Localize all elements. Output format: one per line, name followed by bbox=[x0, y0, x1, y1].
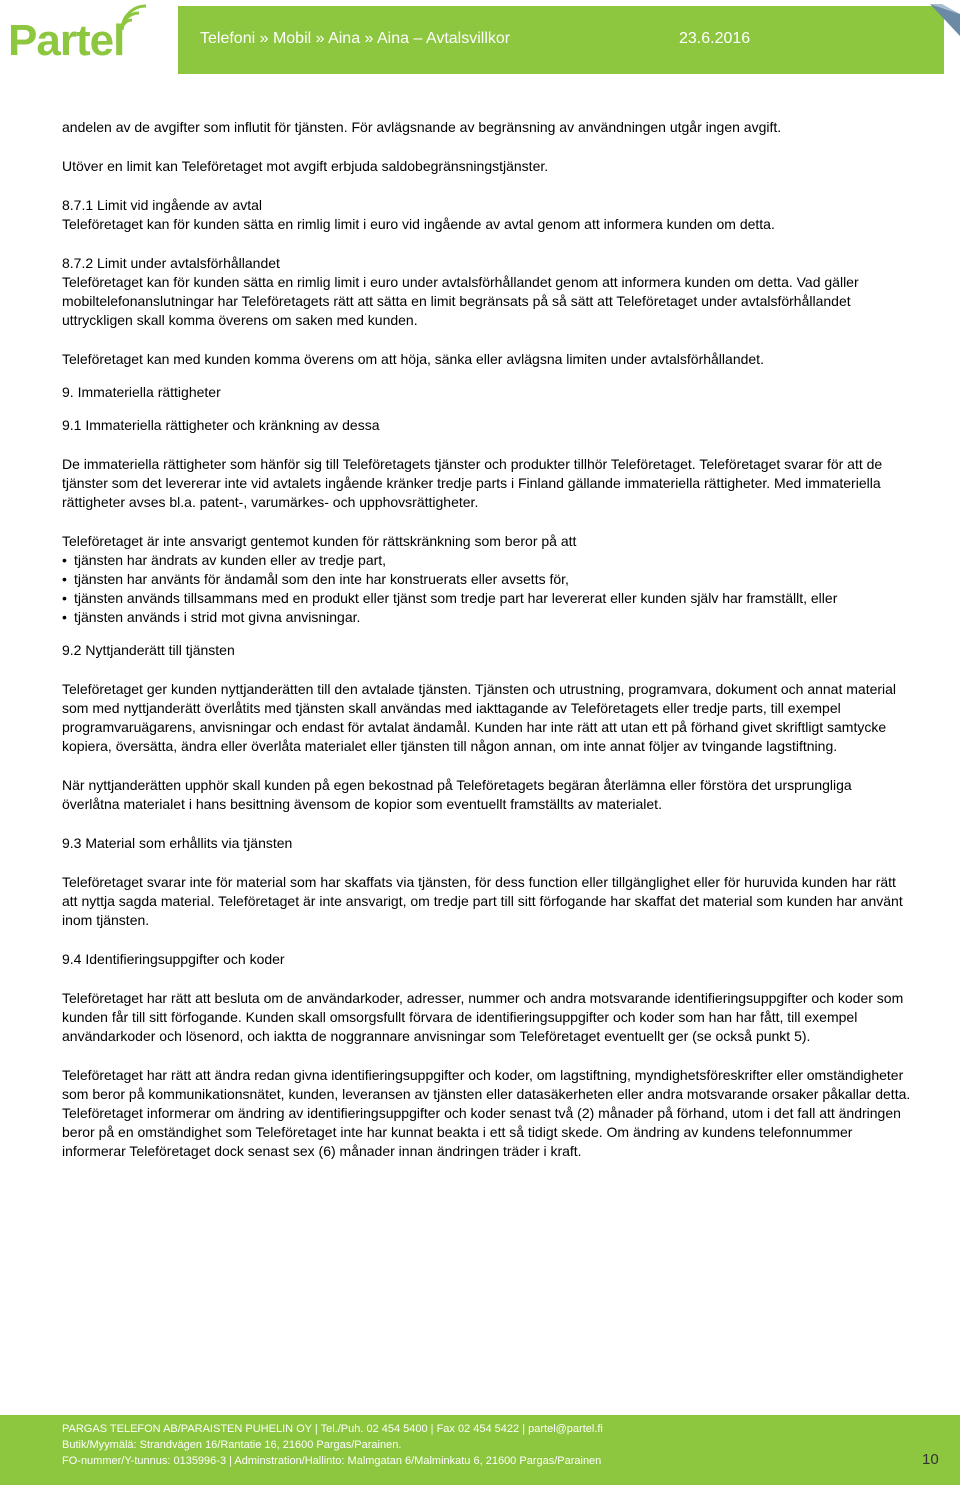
list-item: • tjänsten har använts för ändamål som den inte har konstruerats eller avsetts för, bbox=[62, 570, 912, 589]
document-body bbox=[62, 118, 912, 1161]
header-date: 23.6.2016 bbox=[679, 30, 751, 47]
section-heading: 9.2 Nyttjanderätt till tjänsten bbox=[62, 642, 235, 658]
paragraph: Teleföretaget har rätt att ändra redan givna identifieringsuppgifter och koder, om lagstiftning, myndighetsföreskrifter eller omständigheter som beror på kommunikationsnätet, kunden, leveransen av tjänsten eller datasäkerheten eller andra motsvarande orsaker påkallar detta. Teleföretaget informerar om ändring av identifieringsuppgifter och koder senast två (2) månader på förhand, utom i det fall att ändringen beror på en omständighet som Teleföretaget inte har kunnat beakta i ett så tidigt skede. Om ändring av kundens telefonnummer informerar Teleföretaget dock senast sex (6) månader innan ändringen träder i kraft. bbox=[62, 1067, 911, 1159]
paragraph: Teleföretaget ger kunden nyttjanderätten till den avtalade tjänsten. Tjänsten och utrustning, programvara, dokument och annat material som med nyttjanderätt överlåtits med tjänsten skall användas med iakttagande av Teleföretagets eller tredje parts, till exempel programvaruägarens, anvisningar och endast för avtalat ändamål. Kunden har inte rätt att utan ett på förhand givet skriftligt samtycke kopiera, översätta, ändra eller överlåta materialet eller tjänsten till någon annan, om inte annat följer av tvingande lagstiftning. bbox=[62, 681, 897, 754]
logo-wordmark: Partel bbox=[8, 16, 125, 65]
paragraph: Teleföretaget kan för kunden sätta en rimlig limit i euro vid ingående av avtal genom att informera kunden om detta. bbox=[62, 216, 775, 232]
paragraph: Teleföretaget svarar inte för material som har skaffats via tjänsten, för dess function eller tillgänglighet eller för huruvida kunden har rätt att nyttja sagda material. Teleföretaget är inte ansvarigt, om tredje part till sitt förfogande har skaffat det material som kunden har använt inom tjänsten. bbox=[62, 874, 903, 928]
page-header bbox=[0, 0, 960, 78]
section-heading: 8.7.2 Limit under avtalsförhållandet bbox=[62, 255, 280, 271]
paragraph: De immateriella rättigheter som hänför sig till Teleföretagets tjänster och produkter tillhör Teleföretaget. Teleföretaget svarar för att de tjänster som det levererar inte vid avtalets ingående kränker tredje parts i Finland gällande immateriella rättigheter. Med immateriella rättigheter avses bl.a. patent-, varumärkes- och upphovsrättigheter. bbox=[62, 456, 883, 510]
list-item: • tjänsten används i strid mot givna anvisningar. bbox=[62, 608, 912, 627]
section-heading: 9.4 Identifieringsuppgifter och koder bbox=[62, 951, 285, 967]
page-number: 10 bbox=[922, 1451, 939, 1468]
paragraph: Utöver en limit kan Teleföretaget mot avgift erbjuda saldobegränsningstjänster. bbox=[62, 158, 549, 174]
section-heading: 9.1 Immateriella rättigheter och kränkning av dessa bbox=[62, 417, 380, 433]
list-item: • tjänsten har ändrats av kunden eller av tredje part, bbox=[62, 551, 912, 570]
footer-contact: PARGAS TELEFON AB/PARAISTEN PUHELIN OY | Tel./Puh. 02 454 5400 | Fax 02 454 5422 | partel@partel.fi bbox=[62, 1423, 603, 1435]
footer-address: Butik/Myymälä: Strandvägen 16/Rantatie 16, 21600 Pargas/Parainen. bbox=[62, 1439, 402, 1451]
section-heading: 8.7.1 Limit vid ingående av avtal bbox=[62, 197, 263, 213]
paragraph: Teleföretaget kan med kunden komma överens om att höja, sänka eller avlägsna limiten under avtalsförhållandet. bbox=[62, 351, 764, 367]
paragraph: Teleföretaget kan för kunden sätta en rimlig limit i euro under avtalsförhållandet genom att informera kunden om detta. Vad gäller mobiltelefonanslutningar har Teleföretagets rätt att sätta en limit begränsats på så sätt att Teleföretaget under avtalsförhållandet uttryckligen skall komma överens om saken med kunden. bbox=[62, 274, 859, 328]
footer-registration: FO-nummer/Y-tunnus: 0135996-3 | Adminstration/Hallinto: Malmgatan 6/Malminkatu 6, 21600 Pargas/Parainen bbox=[62, 1455, 602, 1467]
paragraph: Teleföretaget är inte ansvarigt gentemot kunden för rättskränkning som beror på att bbox=[62, 533, 577, 549]
partel-logo bbox=[0, 0, 178, 74]
page-corner-icon bbox=[930, 4, 960, 36]
paragraph: När nyttjanderätten upphör skall kunden på egen bekostnad på Teleföretagets begäran återlämna eller förstöra det ursprungliga överlåtna materialet i hans besittning ävensom de kopior som eventuellt framställts av materialet. bbox=[62, 777, 852, 812]
list-item: • tjänsten används tillsammans med en produkt eller tjänst som tredje part har levererat eller kunden själv har framställt, eller bbox=[62, 589, 912, 608]
section-heading: 9.3 Material som erhållits via tjänsten bbox=[62, 835, 293, 851]
breadcrumb: Telefoni » Mobil » Aina » Aina – Avtalsvillkor bbox=[200, 30, 511, 47]
paragraph: Teleföretaget har rätt att besluta om de användarkoder, adresser, nummer och andra motsvarande identifieringsuppgifter och koder som kunden får till sitt förfogande. Kunden skall omsorgsfullt förvara de identifieringsuppgifter och koder som han har fått, till exempel användarkoder och lösenord, och iaktta de noggrannare anvisningar som Teleföretaget eventuellt ger (se också punkt 5). bbox=[62, 990, 904, 1044]
paragraph: andelen av de avgifter som influtit för tjänsten. För avlägsnande av begränsning av användningen utgår ingen avgift. bbox=[62, 119, 782, 135]
section-heading: 9. Immateriella rättigheter bbox=[62, 384, 221, 400]
bullet-list bbox=[62, 551, 912, 627]
